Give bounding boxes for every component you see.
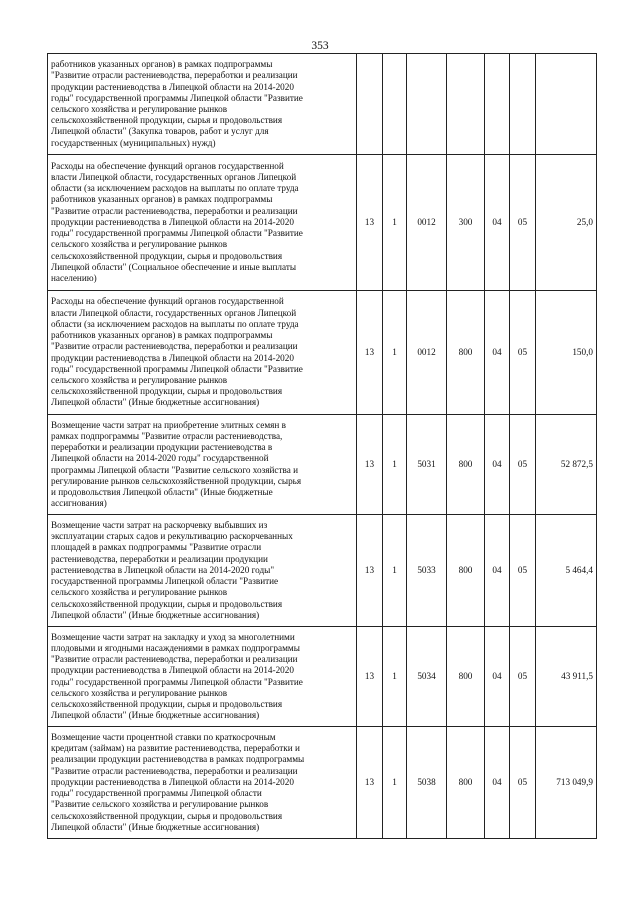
- cell-glava: [357, 54, 383, 155]
- cell-glava: 13: [357, 415, 383, 515]
- cell-glava: 13: [357, 291, 383, 415]
- cell-glava: 13: [357, 515, 383, 627]
- cell-vid-rashodov: 300: [447, 155, 485, 291]
- cell-podprogramma: 1: [383, 515, 407, 627]
- cell-podrazdel: 05: [510, 727, 536, 839]
- cell-podprogramma: 1: [383, 415, 407, 515]
- cell-glava: 13: [357, 627, 383, 727]
- cell-celevaya-statya: [407, 54, 447, 155]
- cell-amount: 25,0: [536, 155, 597, 291]
- cell-amount: [536, 54, 597, 155]
- cell-amount: 150,0: [536, 291, 597, 415]
- row-description: Возмещение части затрат на раскорчевку выбывших из эксплуатации старых садов и рекультивацию раскорчеванных площадей в рамках подпрограммы "Развитие отрасли растениеводства, переработки и реализации продукции растениеводства в Липецкой области на 2014-2020 годы" государственной программы Липецкой области "Развитие сельского хозяйства и регулирование рынков сельскохозяйственной продукции, сырья и продовольствия Липецкой области" (Иные бюджетные ассигнования): [48, 515, 357, 627]
- cell-vid-rashodov: 800: [447, 627, 485, 727]
- cell-podrazdel: 05: [510, 627, 536, 727]
- cell-vid-rashodov: 800: [447, 291, 485, 415]
- cell-razdel: 04: [485, 627, 510, 727]
- cell-celevaya-statya: 5034: [407, 627, 447, 727]
- cell-vid-rashodov: 800: [447, 727, 485, 839]
- table-row: [48, 727, 597, 839]
- row-description: Возмещение части затрат на приобретение элитных семян в рамках подпрограммы "Развитие отрасли растениеводства, переработки и реализации продукции растениеводства в Липецкой области на 2014-2020 годы" государственной программы Липецкой области "Развитие сельского хозяйства и регулирование рынков сельскохозяйственной продукции, сырья и продовольствия Липецкой области" (Иные бюджетные ассигнования): [48, 415, 357, 515]
- cell-podrazdel: 05: [510, 291, 536, 415]
- row-description: Расходы на обеспечение функций органов государственной власти Липецкой области, государственных органов Липецкой области (за исключением расходов на выплаты по оплате труда работников указанных органов) в рамках подпрограммы "Развитие отрасли растениеводства, переработки и реализации продукции растениеводства в Липецкой области на 2014-2020 годы" государственной программы Липецкой области "Развитие сельского хозяйства и регулирование рынков сельскохозяйственной продукции, сырья и продовольствия Липецкой области" (Иные бюджетные ассигнования): [48, 291, 357, 415]
- row-description: Расходы на обеспечение функций органов государственной власти Липецкой области, государственных органов Липецкой области (за исключением расходов на выплаты по оплате труда работников указанных органов) в рамках подпрограммы "Развитие отрасли растениеводства, переработки и реализации продукции растениеводства в Липецкой области на 2014-2020 годы" государственной программы Липецкой области "Развитие сельского хозяйства и регулирование рынков сельскохозяйственной продукции, сырья и продовольствия Липецкой области" (Социальное обеспечение и иные выплаты населению): [48, 155, 357, 291]
- cell-podrazdel: 05: [510, 515, 536, 627]
- cell-glava: 13: [357, 727, 383, 839]
- cell-podprogramma: [383, 54, 407, 155]
- cell-amount: 713 049,9: [536, 727, 597, 839]
- cell-celevaya-statya: 0012: [407, 291, 447, 415]
- table-row: [48, 54, 597, 155]
- page-number: 353: [311, 40, 329, 52]
- table-row: [48, 515, 597, 627]
- cell-amount: 5 464,4: [536, 515, 597, 627]
- cell-celevaya-statya: 5033: [407, 515, 447, 627]
- cell-glava: 13: [357, 155, 383, 291]
- cell-podrazdel: 05: [510, 415, 536, 515]
- budget-table: [47, 53, 597, 839]
- row-description: Возмещение части процентной ставки по краткосрочным кредитам (займам) на развитие растениеводства, переработки и реализации продукции растениеводства в рамках подпрограммы "Развитие отрасли растениеводства, переработки и реализации продукции растениеводства в Липецкой области на 2014-2020 годы" государственной программы Липецкой области "Развитие сельского хозяйства и регулирование рынков сельскохозяйственной продукции, сырья и продовольствия Липецкой области" (Иные бюджетные ассигнования): [48, 727, 357, 839]
- cell-razdel: 04: [485, 515, 510, 627]
- table-row: [48, 627, 597, 727]
- row-description: Возмещение части затрат на закладку и уход за многолетними плодовыми и ягодными насаждениями в рамках подпрограммы "Развитие отрасли растениеводства, переработки и реализации продукции растениеводства в Липецкой области на 2014-2020 годы" государственной программы Липецкой области "Развитие сельского хозяйства и регулирование рынков сельскохозяйственной продукции, сырья и продовольствия Липецкой области" (Иные бюджетные ассигнования): [48, 627, 357, 727]
- cell-celevaya-statya: 0012: [407, 155, 447, 291]
- cell-podrazdel: 05: [510, 155, 536, 291]
- cell-celevaya-statya: 5038: [407, 727, 447, 839]
- table-row: [48, 415, 597, 515]
- cell-podprogramma: 1: [383, 291, 407, 415]
- cell-vid-rashodov: 800: [447, 515, 485, 627]
- cell-celevaya-statya: 5031: [407, 415, 447, 515]
- cell-razdel: [485, 54, 510, 155]
- cell-razdel: 04: [485, 291, 510, 415]
- cell-amount: 43 911,5: [536, 627, 597, 727]
- cell-podprogramma: 1: [383, 727, 407, 839]
- cell-vid-rashodov: 800: [447, 415, 485, 515]
- cell-podprogramma: 1: [383, 627, 407, 727]
- cell-vid-rashodov: [447, 54, 485, 155]
- cell-razdel: 04: [485, 727, 510, 839]
- cell-podprogramma: 1: [383, 155, 407, 291]
- cell-razdel: 04: [485, 415, 510, 515]
- cell-podrazdel: [510, 54, 536, 155]
- cell-razdel: 04: [485, 155, 510, 291]
- row-description: работников указанных органов) в рамках подпрограммы "Развитие отрасли растениеводства, переработки и реализации продукции растениеводства в Липецкой области на 2014-2020 годы" государственной программы Липецкой области "Развитие сельского хозяйства и регулирование рынков сельскохозяйственной продукции, сырья и продовольствия Липецкой области" (Закупка товаров, работ и услуг для государственных (муниципальных) нужд): [48, 54, 357, 155]
- table-row: [48, 155, 597, 291]
- table-row: [48, 291, 597, 415]
- table-body: [48, 54, 597, 839]
- cell-amount: 52 872,5: [536, 415, 597, 515]
